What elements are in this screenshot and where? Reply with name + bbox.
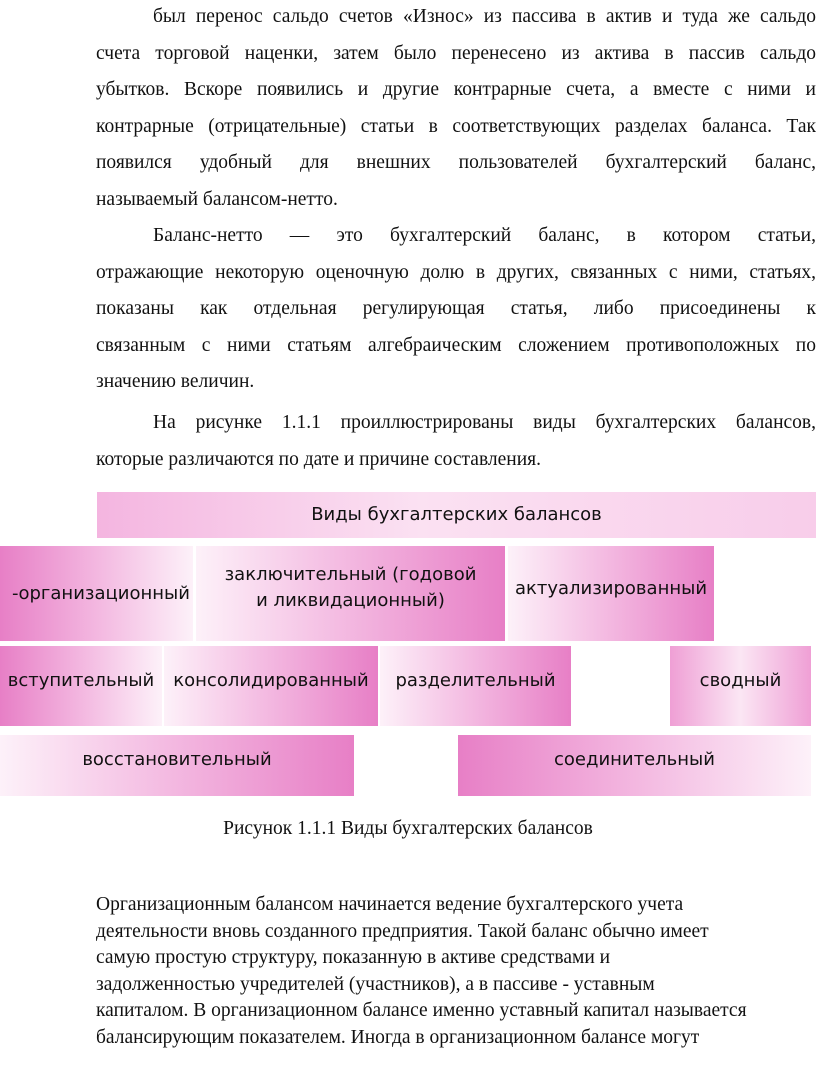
- text-line: был перенос сальдо счетов «Износ» из пассива в актив и туда же сальдо: [153, 6, 816, 27]
- text-line: самую простую структуру, показанную в активе средствами и: [96, 947, 611, 968]
- text-line: Баланс-нетто — это бухгалтерский баланс, в котором статьи,: [153, 225, 816, 246]
- box-label: актуализированный: [514, 578, 708, 599]
- box-final: [196, 546, 505, 641]
- paragraph-1: [96, 0, 816, 218]
- text-line: балансирующим показателем. Иногда в организационном балансе могут: [96, 1026, 700, 1048]
- box-label: разделительный: [395, 670, 556, 691]
- diagram-title: Виды бухгалтерских балансов: [311, 504, 602, 525]
- diagram-title-box: [97, 492, 816, 538]
- text-line: которые различаются по дате и причине составления.: [96, 448, 542, 470]
- text-line: Организационным балансом начинается ведение бухгалтерского учета: [96, 894, 684, 915]
- paragraph-3: [96, 405, 816, 478]
- text-line: капиталом. В организационном балансе именно уставный капитал называется: [96, 1000, 747, 1021]
- text-line: убытков. Вскоре появились и другие контрарные счета, а вместе с ними и: [96, 79, 816, 100]
- box-organizational: [0, 546, 193, 641]
- text-line: называемый балансом-нетто.: [96, 188, 338, 210]
- box-consolidated: [164, 646, 378, 726]
- paragraph-2: [96, 218, 816, 401]
- text-line: появился удобный для внешних пользователей бухгалтерский баланс,: [96, 152, 816, 173]
- box-merger: [458, 735, 811, 796]
- box-separation: [380, 646, 571, 726]
- box-label: консолидированный: [173, 670, 369, 691]
- text-line: На рисунке 1.1.1 проиллюстрированы виды бухгалтерских балансов,: [153, 412, 816, 433]
- box-label: восстановительный: [82, 749, 272, 770]
- text-line: контрарные (отрицательные) статьи в соответствующих разделах баланса. Так: [96, 115, 816, 137]
- box-actualized: [508, 546, 714, 641]
- figure-caption: Рисунок 1.1.1 Виды бухгалтерских балансов: [223, 818, 593, 839]
- text-line: счета торговой наценки, затем было перенесено из актива в пассив сальдо: [96, 42, 816, 64]
- text-line: значению величин.: [96, 371, 255, 392]
- text-line: связанным с ними статьям алгебраическим сложением противоположных по: [96, 334, 816, 356]
- text-line: показаны как отдельная регулирующая статья, либо присоединены к: [96, 298, 816, 319]
- box-restoration: [0, 735, 354, 796]
- box-label: соединительный: [554, 749, 715, 770]
- box-label: сводный: [699, 670, 782, 691]
- text-line: деятельности вновь созданного предприятия. Такой баланс обычно имеет: [96, 920, 709, 942]
- text-line: задолженностью учредителей (участников), а в пассиве - уставным: [96, 973, 655, 995]
- paragraph-4: [96, 892, 816, 1051]
- box-label: -организационный: [12, 582, 190, 604]
- box-label: вступительный: [7, 670, 155, 691]
- box-label: заключительный (годовой и ликвидационный): [224, 564, 477, 611]
- box-summary: [670, 646, 811, 726]
- box-introductory: [0, 646, 162, 726]
- text-line: отражающие некоторую оценочную долю в других, связанных с ними, статьях,: [96, 261, 816, 283]
